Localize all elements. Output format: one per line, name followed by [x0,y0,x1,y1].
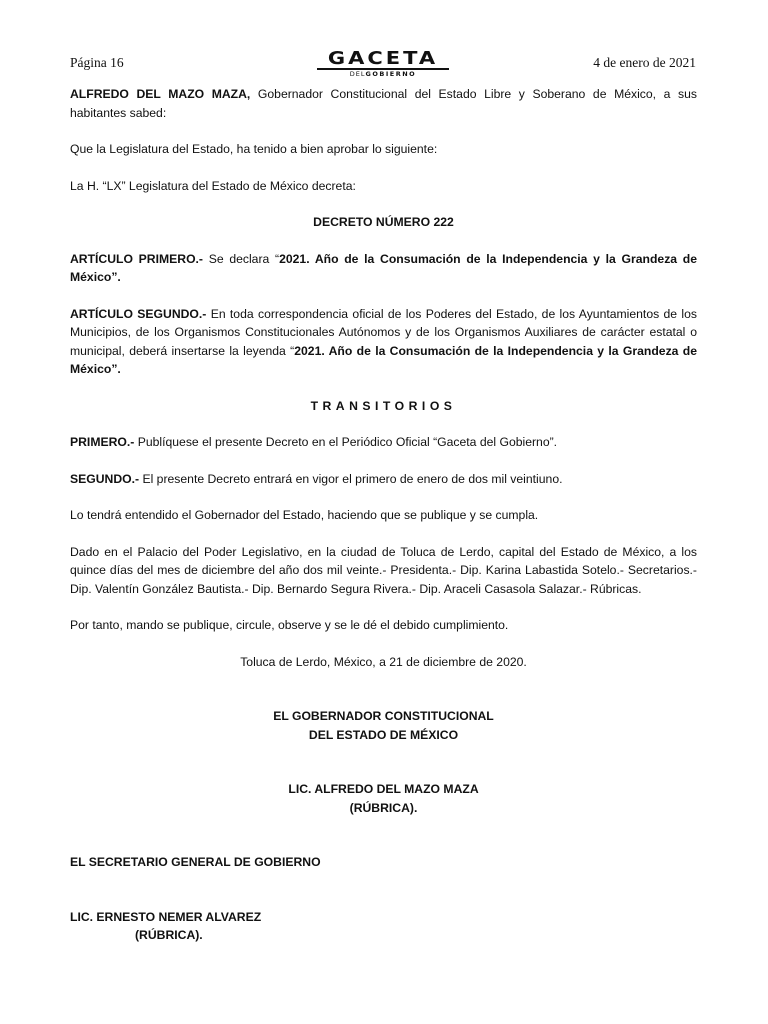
governor-title-2: DEL ESTADO DE MÉXICO [308,727,459,742]
transitorios-heading: TRANSITORIOS [310,398,457,413]
transitory-1: PRIMERO.- Publíquese el presente Decreto en el Periódico Oficial “Gaceta del Gobierno”. [70,435,558,449]
decree-title: DECRETO NÚMERO 222 [313,215,454,229]
secretary-signature-name: LIC. ERNESTO NEMER ALVAREZ [70,909,262,924]
article-1-label: ARTÍCULO PRIMERO.- [70,251,203,266]
publish-line: Por tanto, mando se publique, circule, observe y se le dé el debido cumplimiento. [70,618,509,632]
governor-line: Lo tendrá entendido el Gobernador del Estado, haciendo que se publique y se cumpla. [70,508,539,522]
article-1-legend: 2021. Año de la Consumación de la Independencia y la Grandeza de México”. [70,251,698,284]
logo-title: GACETA [327,47,439,69]
intro-paragraph: ALFREDO DEL MAZO MAZA, Gobernador Constitucional del Estado Libre y Soberano de México, a sus habitantes sabed: [70,87,697,120]
decree-line: La H. “LX” Legislatura del Estado de México decreta: [70,178,356,193]
publication-date: 4 de enero de 2021 [593,55,696,70]
place-date: Toluca de Lerdo, México, a 21 de diciembre de 2020. [240,654,527,669]
article-2-label: ARTÍCULO SEGUNDO.- [70,306,207,321]
governor-signature-name: LIC. ALFREDO DEL MAZO MAZA [288,782,479,796]
page-header [70,48,696,78]
article-1: ARTÍCULO PRIMERO.- Se declara “2021. Año de la Consumación de la Independencia y la Grandeza de México”. [70,251,698,284]
page-number: Página 16 [70,55,124,70]
legislature-line: Que la Legislatura del Estado, ha tenido a bien aprobar lo siguiente: [70,142,438,156]
palace-paragraph: Dado en el Palacio del Poder Legislativo, en la ciudad de Toluca de Lerdo, capital del Estado de México, a los quince días del mes de diciembre del año dos mil veinte.- Presidenta.- Dip. Karina Labastida Sotelo.- Secretarios.- Dip. Valentín González Bautista.- Dip. Bernardo Segura Rivera.- Dip. Araceli Casasola Salazar.- Rúbricas. [70,544,697,596]
transitory-1-label: PRIMERO.- [70,435,135,449]
secretary-rubrica: (RÚBRICA). [135,928,203,942]
decree-body [70,85,697,945]
governor-rubrica: (RÚBRICA). [349,800,418,815]
article-2: ARTÍCULO SEGUNDO.- En toda correspondencia oficial de los Poderes del Estado, de los Ayuntamientos de los Municipios, de los Organismos Constitucionales Autónomos y de los Organismos Auxiliares de carácter estatal o municipal, deberá insertarse la leyenda “2021. Año de la Consumación de la Independencia y la Grandeza de México”. [70,306,698,376]
governor-name: ALFREDO DEL MAZO MAZA, [70,87,251,101]
logo-subtitle: DELGOBIERNO [349,69,417,78]
article-2-legend: 2021. Año de la Consumación de la Independencia y la Grandeza de México”. [70,343,698,376]
transitory-2-label: SEGUNDO.- [70,471,140,486]
gaceta-logo [313,48,453,78]
governor-title-1: EL GOBERNADOR CONSTITUCIONAL [273,709,494,723]
secretary-title: EL SECRETARIO GENERAL DE GOBIERNO [70,855,321,869]
transitory-2: SEGUNDO.- El presente Decreto entrará en vigor el primero de enero de dos mil veintiuno. [70,471,563,486]
